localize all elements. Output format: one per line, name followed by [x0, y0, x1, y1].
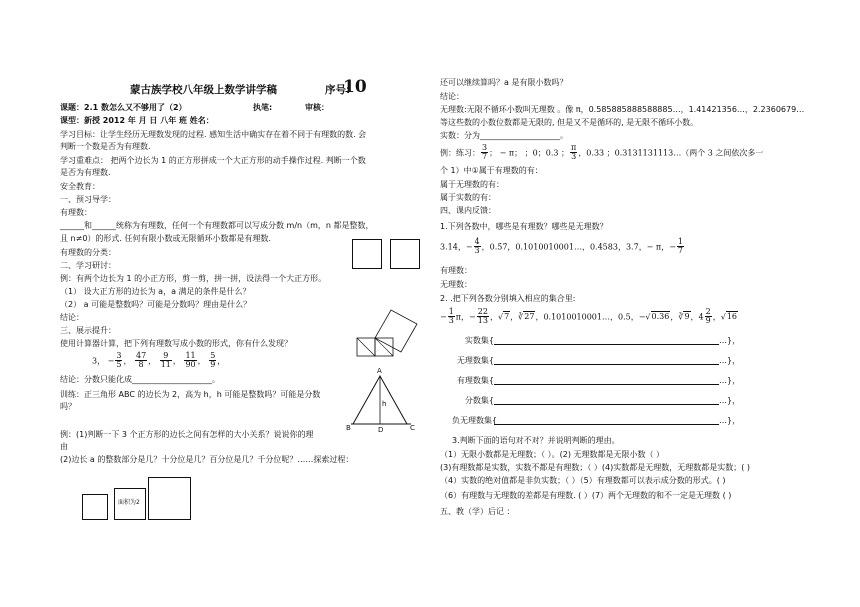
practice-irrational: 属于无理数的有：: [440, 180, 504, 189]
topic-line: 课题：2.1 数怎么又不够用了（2）: [60, 103, 187, 112]
rational-definition-cont: 且 n≠0）的形式. 任何有限小数或无限循环小数都是有理数.: [60, 234, 272, 243]
example-two-cont: 由: [60, 442, 68, 451]
feedback-question-3: 3.判断下面的语句对不对？并说明判断的理由。: [452, 436, 620, 445]
set-number-list: − $\frac{1}{3}$ π，− $\frac{22}{13}$ ，√7，∛27，0.1010010001…，0.5，−√0.36，∛9，4 $\frac{2}{9}$ ，√16: [440, 307, 738, 326]
set-row-fraction: 分数集{ …}，: [464, 396, 741, 405]
set-blank[interactable]: [494, 336, 719, 345]
serial-label: 序号:: [325, 84, 351, 96]
set-row-rational: 有理数集{ …}，: [456, 376, 741, 385]
unit-square-right: [390, 239, 420, 269]
fraction-item: $\frac{3}{5}$: [116, 351, 122, 370]
set-row-irrational: 无理数集{ …}，: [456, 356, 741, 365]
set-blank[interactable]: [494, 376, 719, 385]
reviewer-field: 审核：: [305, 103, 329, 112]
calculator-instruction: 使用计算器计算，把下列有理数写成小数的形式，你有什么发现？: [60, 339, 292, 348]
feedback-question-1: 1.下列各数中，哪些是有理数？哪些是无理数？: [440, 222, 608, 231]
serial-number: 10: [343, 77, 367, 97]
fraction-item: $\frac{5}{9}$: [210, 351, 216, 370]
judgement-3: （4）实数的绝对值都是非负实数；（ ）（5）有理数都可以表示成分数的形式。( ): [440, 476, 726, 485]
example-one-q2: （2） a 可能是整数吗？可能是分数吗？理由是什么？: [60, 300, 252, 309]
practice-rational: 个 1）中①属于有理数的有：: [440, 166, 543, 175]
set-row-negative-irrational: 负无理数集{ …}，: [452, 416, 741, 425]
fraction-list-lead: 3，: [92, 356, 106, 366]
real-number-classification: 实数：分为____________________。: [440, 131, 568, 140]
continue-question: 还可以继续算吗？a 是有限小数吗？: [440, 78, 568, 87]
example-two: 例：(1)判断一下 3 个正方形的边长之间有怎样的大小关系？说说你的理: [60, 430, 314, 439]
feedback-rational: 有理数：: [440, 266, 472, 275]
set-row-real: 实数集{ …}，: [464, 336, 741, 345]
conclusion-one: 结论：: [60, 313, 84, 322]
example-one: 例：有两个边长为 1 的小正方形，剪一剪，拼一拼，设法得一个大正方形。: [60, 274, 327, 283]
practice-line: 例：练习： $\frac{3}{7}$ ； − π； ；0；0.3 ； $\frac{\pi}{3}$ ，0.33 ；0.3131131113…（两个 3 之间依次多一: [440, 143, 764, 162]
fraction-item: $\frac{11}{90}$: [185, 351, 196, 370]
page-title: 蒙古族学校八年级上数学讲学稿: [130, 84, 277, 96]
set-blank[interactable]: [494, 356, 719, 365]
rational-heading: 有理数：: [60, 208, 92, 217]
section-study: 二、学习研讨：: [60, 261, 116, 270]
section-feedback: 四、课内反馈：: [440, 206, 496, 215]
set-blank[interactable]: [494, 396, 719, 405]
key-points: 学习重难点： 把两个边长为 1 的正方形拼成一个大正方形的动手操作过程. 判断一个数: [60, 156, 366, 165]
set-blank[interactable]: [494, 416, 719, 425]
unit-square-left: [352, 239, 382, 269]
writer-field: 执笔:: [253, 103, 273, 112]
key-points-cont: 是否为有理数.: [60, 168, 111, 177]
fraction-item: $\frac{9}{11}$: [160, 351, 171, 370]
section-display: 三、展示提升：: [60, 326, 116, 335]
training-question-cont: 吗？: [60, 402, 76, 411]
fraction-list: 3， − $\frac{3}{5}$ ， $\frac{47}{8}$ ， $\frac{9}{11}$ ， $\frac{11}{90}$ ， $\frac{5}{9}$ ，: [92, 351, 226, 370]
practice-real: 属于实数的有：: [440, 193, 496, 202]
lesson-type-line: 课型：新授 2012 年 月 日 八年 班 姓名：: [60, 116, 214, 125]
example-one-q1: （1） 设大正方形的边长为 a，a 满足的条件是什么？: [60, 287, 251, 296]
safety-education: 安全教育：: [60, 182, 100, 191]
rational-definition: ______和______统称为有理数，任何一个有理数都可以写成分数 m/n（m，n 都是整数，: [60, 221, 374, 230]
section-postscript: 五、教（学）后记 ：: [440, 507, 515, 516]
conclusion-two: 结论：分数只能化成____________________。: [60, 375, 220, 384]
irrational-definition-cont: 等这些数的小数位数都是无限的, 但是又不是循环的, 是无限不循环小数。: [440, 118, 699, 127]
learning-goal: 学习目标：让学生经历无理数发现的过程. 感知生活中确实存在着不同于有理数的数. 会: [60, 130, 367, 139]
feedback-irrational: 无理数：: [440, 280, 472, 289]
square-area-1: [82, 494, 108, 520]
section-preview: 一、预习导学：: [60, 195, 116, 204]
fraction-item: $\frac{47}{8}$: [135, 351, 147, 370]
judgement-2: (3)有理数都是实数，实数不都是有理数；（ ）(4)实数都是无理数，无理数都是实数；( ): [440, 463, 750, 472]
triangle-foot-d: D: [378, 426, 384, 434]
triangle-height-h: h: [382, 400, 387, 408]
irrational-definition: 无理数:无限不循环小数叫无理数 。像 π，0.585885888588885…，1.41421356…，2.2360679…: [440, 105, 805, 114]
judgement-4: （6）有理数与无理数的差都是有理数. ( ）(7）两个无理数的和不一定是无理数 ( ): [440, 491, 732, 500]
feedback-question-2: 2. .把下列各数分别填入相应的集合里:: [440, 294, 576, 303]
conclusion-three: 结论：: [440, 92, 464, 101]
training-question: 训练：正三角形 ABC 的边长为 2，高为 h，h 可能是整数吗？可能是分数: [60, 390, 321, 399]
example-two-part2: (2)边长 a 的整数部分是几？十分位是几？百分位是几？千分位呢？……探索过程：: [60, 455, 354, 464]
triangle-vertex-c: C: [410, 424, 415, 432]
judgement-1: （1）无限小数都是无理数；（ ）。(2) 无理数都是无限小数（ ）: [440, 450, 665, 459]
fraction-sign: −: [107, 356, 115, 366]
rational-classification: 有理数的分类：: [60, 248, 116, 257]
learning-goal-cont: 判断一个数是否为有理数.: [60, 142, 151, 151]
square-assembly-diagram: [345, 296, 425, 376]
square-area-4: [148, 477, 191, 520]
triangle-vertex-b: B: [346, 424, 351, 432]
feedback-number-list: 3.14，− $\frac{4}{3}$ ，0.5̇7̇，0.1010010001…，0.4583，3.7̇，− π，− $\frac{1}{7}$: [440, 237, 683, 256]
triangle-vertex-a: A: [377, 367, 382, 375]
square-area-label: 面积为2: [118, 499, 140, 506]
equilateral-triangle-diagram: [345, 368, 415, 433]
square-area-2: [114, 488, 146, 520]
